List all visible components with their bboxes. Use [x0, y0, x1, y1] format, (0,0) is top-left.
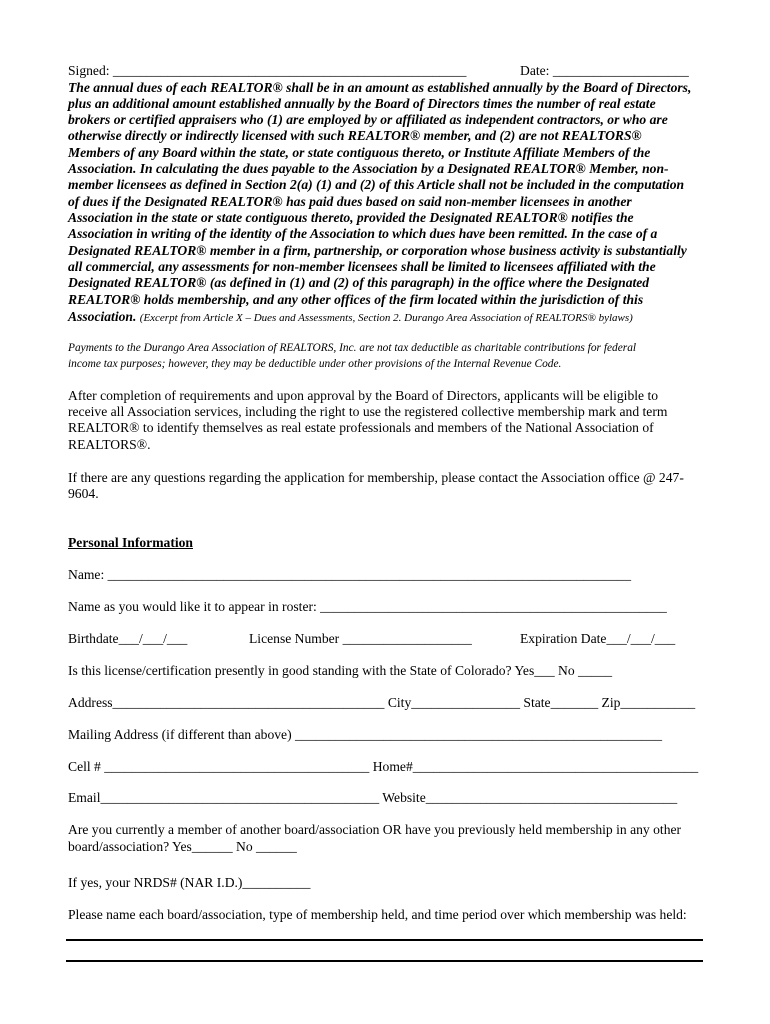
- bylaws-line: Designated REALTOR® (as defined in (1) and (2) of this paragraph) in the office where the Designated: [68, 275, 650, 290]
- tax-notice-line: income tax purposes; however, they may be deductible under other provisions of the Internal Revenue Code.: [68, 358, 562, 370]
- bylaws-citation-line: [68, 309, 633, 326]
- board-history-line[interactable]: [66, 960, 703, 962]
- bylaws-line: otherwise directly or indirectly licensed with such REALTOR® member, and (2) are not REALTORS®: [68, 128, 642, 143]
- approval-line: After completion of requirements and upon approval by the Board of Directors, applicants will be eligible to: [68, 388, 659, 403]
- approval-line: REALTORS®.: [68, 437, 151, 452]
- date-field[interactable]: Date: ____________________: [520, 63, 689, 78]
- name-field[interactable]: Name: _____________________________________________________________________________: [68, 567, 631, 582]
- bylaws-line: Association in the state or state contiguous thereto, provided the Designated REALTOR® notifies the: [68, 210, 634, 225]
- birthdate-field[interactable]: Birthdate___/___/___: [68, 631, 188, 646]
- section-heading: Personal Information: [68, 535, 193, 550]
- bylaws-citation: (Excerpt from Article X – Dues and Assessments, Section 2. Durango Area Association of REALTORS® bylaws): [139, 312, 633, 324]
- bylaws-line: Association. In calculating the dues payable to the Association by a Designated REALTOR® Member, non-: [68, 161, 669, 176]
- mailing-address-field[interactable]: Mailing Address (if different than above) ______________________________________________________: [68, 727, 663, 742]
- bylaws-line: Designated REALTOR® member in a firm, partnership, or corporation whose business activity is substantially: [68, 243, 687, 258]
- bylaws-line: plus an additional amount established annually by the Board of Directors times the number of real estate: [68, 96, 656, 111]
- address-field[interactable]: Address________________________________________ City________________ State_______ Zip___________: [68, 695, 696, 710]
- other-board-question: Are you currently a member of another board/association OR have you previously held membership in any other: [68, 822, 682, 837]
- email-website-field[interactable]: Email_________________________________________ Website_____________________________________: [68, 790, 678, 805]
- other-board-answer-field[interactable]: board/association? Yes______ No ______: [68, 839, 297, 854]
- bylaws-line: Members of any Board within the state, or state contiguous thereto, or Institute Affiliate Members of the: [68, 145, 651, 160]
- license-number-field[interactable]: License Number ___________________: [249, 631, 472, 646]
- good-standing-field[interactable]: Is this license/certification presently in good standing with the State of Colorado? Yes___ No _____: [68, 663, 613, 678]
- bylaws-line: of dues if the Designated REALTOR® has paid dues based on said non-member licensees in another: [68, 194, 632, 209]
- bylaws-last-word: Association.: [68, 309, 137, 324]
- bylaws-line: all commercial, any assessments for non-member licensees shall be limited to licensees affiliated with the: [68, 259, 656, 274]
- bylaws-line: member licensees as defined in Section 2(a) (1) and (2) of this Article shall not be included in the computation: [68, 177, 685, 192]
- bylaws-line: The annual dues of each REALTOR® shall be in an amount as established annually by the Board of Directors,: [68, 80, 692, 95]
- board-history-line[interactable]: [66, 939, 703, 941]
- bylaws-line: Association in writing of the identity of the Association to which dues have been remitted. In the case of a: [68, 226, 658, 241]
- board-history-prompt: Please name each board/association, type of membership held, and time period over which membership was held:: [68, 907, 687, 922]
- expiration-date-field[interactable]: Expiration Date___/___/___: [520, 631, 676, 646]
- contact-line: If there are any questions regarding the application for membership, please contact the Association office @ 247-: [68, 470, 684, 485]
- roster-name-field[interactable]: Name as you would like it to appear in roster: ___________________________________________________: [68, 599, 667, 614]
- nrds-field[interactable]: If yes, your NRDS# (NAR I.D.)__________: [68, 875, 311, 890]
- approval-line: receive all Association services, including the right to use the registered collective membership mark and term: [68, 404, 668, 419]
- approval-line: REALTOR® to identify themselves as real estate professionals and members of the National Association of: [68, 420, 654, 435]
- contact-line: 9604.: [68, 486, 99, 501]
- tax-notice-line: Payments to the Durango Area Association of REALTORS, Inc. are not tax deductible as charitable contributions for federal: [68, 342, 637, 354]
- bylaws-line: REALTOR® holds membership, and any other offices of the firm located within the jurisdiction of this: [68, 292, 644, 307]
- signed-field[interactable]: Signed: ____________________________________________________: [68, 63, 467, 78]
- bylaws-line: brokers or certified appraisers who (1) are employed by or affiliated as independent contractors, or who are: [68, 112, 668, 127]
- cell-home-field[interactable]: Cell # _______________________________________ Home#__________________________________________: [68, 759, 699, 774]
